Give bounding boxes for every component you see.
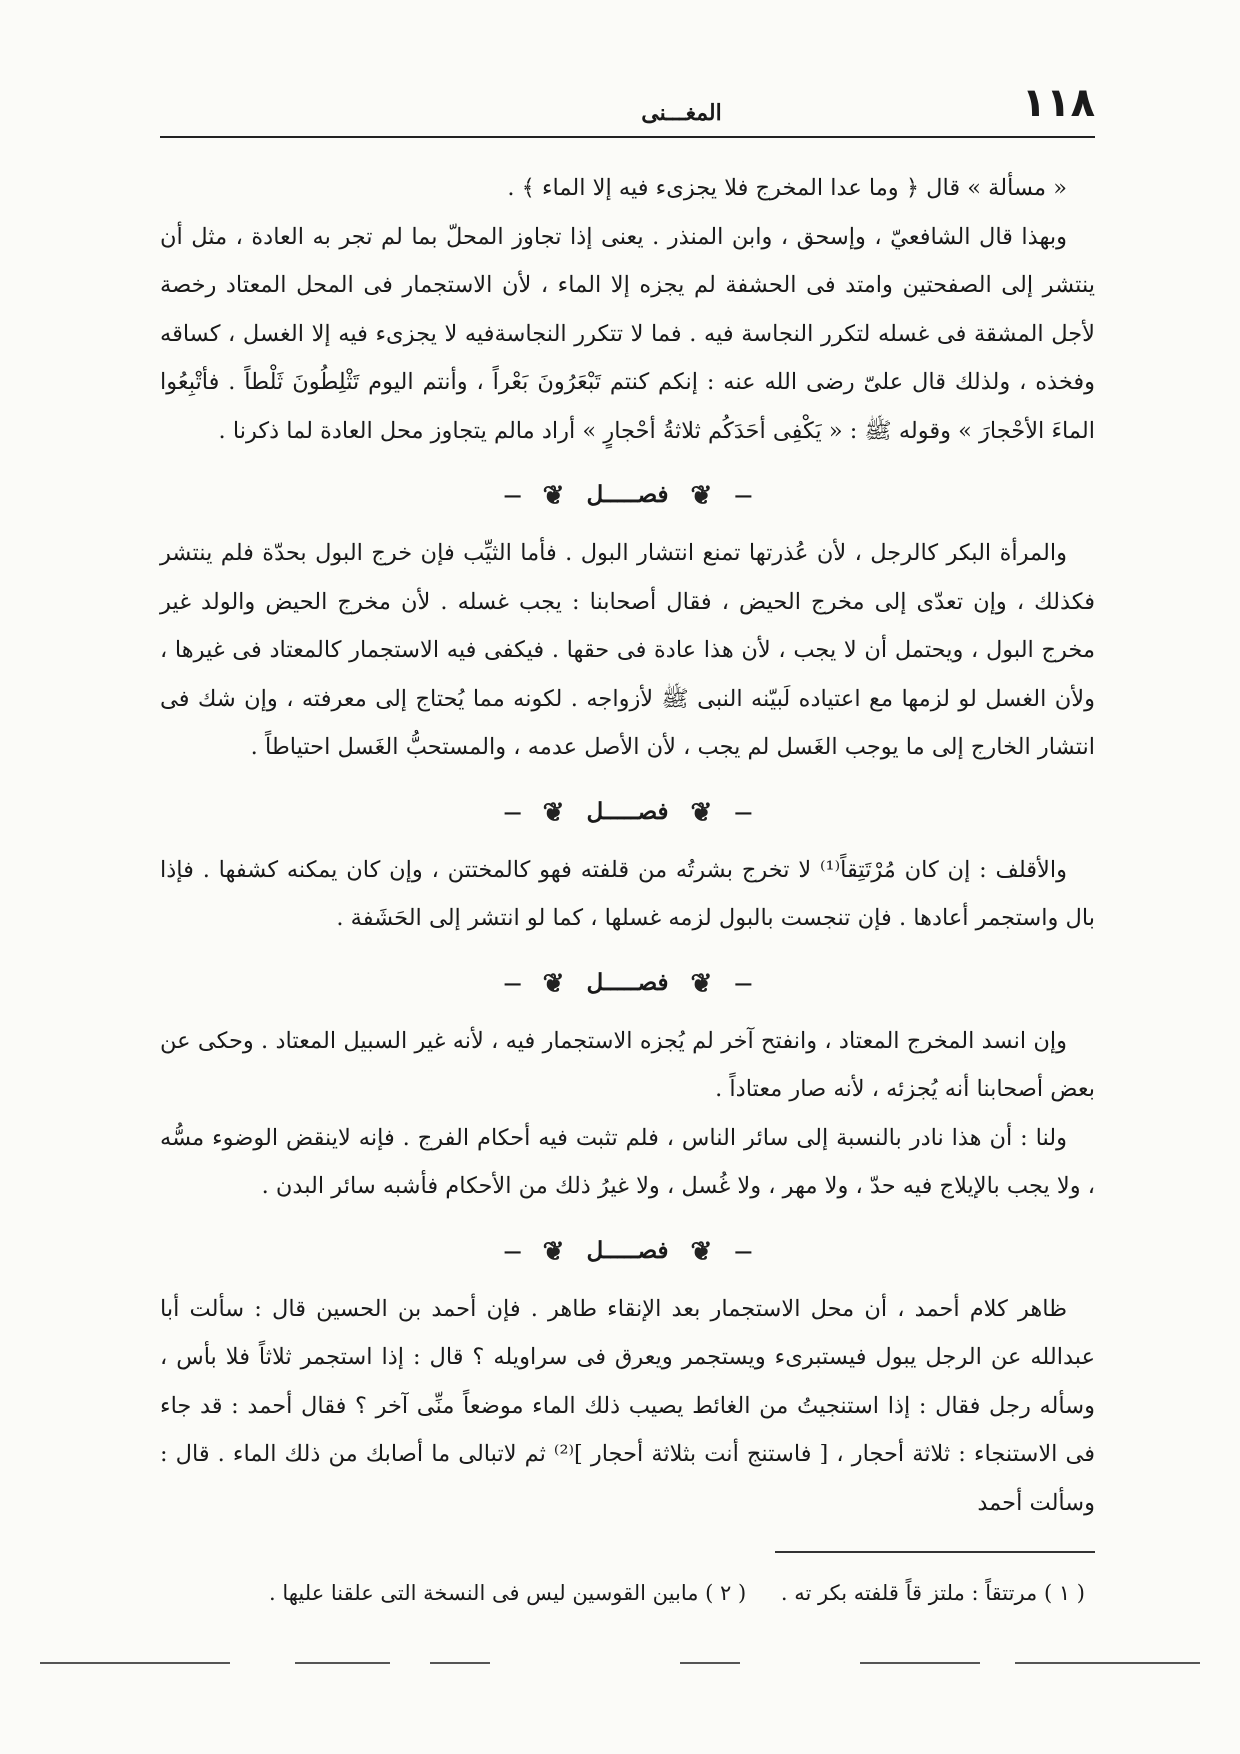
- section-heading-label: فصـــــل: [586, 481, 669, 508]
- section-heading: [160, 467, 1095, 523]
- header-rule: [160, 136, 1095, 138]
- ornament-icon: ❦: [690, 968, 713, 999]
- heading-flourish: —: [503, 972, 521, 994]
- scan-mark: [430, 1662, 490, 1664]
- scan-mark: [40, 1662, 230, 1664]
- heading-flourish: —: [734, 1240, 752, 1262]
- heading-flourish: —: [734, 972, 752, 994]
- paragraph: وإن انسد المخرج المعتاد ، وانفتح آخر لم يُجزه الاستجمار فيه ، لأنه غير السبيل المعتاد . وحكى عن بعض أصحابنا أنه يُجزئه ، لأنه صار معتاداً .: [160, 1027, 1095, 1102]
- page-header: [160, 80, 1095, 126]
- paragraph: والمرأة البكر كالرجل ، لأن عُذرتها تمنع انتشار البول . فأما الثيِّب فإن خرج البول بحدّة فلم ينتشر فكذلك ، وإن تعدّى إلى مخرج الحيض ، فقال أصحابنا : يجب غسله . لأن مخرج الحيض والولد غير مخرج البول ، ويحتمل أن لا يجب ، لأن هذا عادة فى حقها . فيكفى فيه الاستجمار كالمعتاد فى غيرها ، ولأن الغسل لو لزمها مع اعتياده لَبيّنه النبى ﷺ لأزواجه . لكونه مما يُحتاج إلى معرفته ، وإن شك فى انتشار الخارج إلى ما يوجب الغَسل لم يجب ، لأن الأصل عدمه ، والمستحبُّ الغَسل احتياطاً .: [160, 540, 1095, 760]
- scan-edge-marks: [40, 1662, 1200, 1666]
- heading-flourish: —: [503, 485, 521, 506]
- section-heading-label: فصـــــل: [586, 797, 669, 825]
- heading-flourish: —: [503, 801, 521, 823]
- ornament-icon: ❦: [542, 481, 565, 511]
- ornament-icon: ❦: [690, 481, 713, 511]
- heading-flourish: —: [734, 485, 752, 506]
- page-number: ١١٨: [1021, 80, 1095, 126]
- scan-mark: [680, 1662, 740, 1664]
- section-heading-label: فصـــــل: [586, 968, 669, 996]
- body-text: [160, 164, 1095, 1527]
- scan-mark: [1015, 1662, 1200, 1664]
- heading-flourish: —: [503, 1240, 521, 1262]
- ornament-icon: ❦: [542, 797, 565, 828]
- heading-flourish: —: [734, 801, 752, 823]
- footnote: ( ١ ) مرتتقاً : ملتز قاً قلفته بكر ته .: [780, 1581, 1085, 1605]
- footnotes: [160, 1573, 1095, 1613]
- scan-mark: [860, 1662, 980, 1664]
- ornament-icon: ❦: [542, 1236, 565, 1267]
- paragraph: ولنا : أن هذا نادر بالنسبة إلى سائر الناس ، فلم تثبت فيه أحكام الفرج . فإنه لاينقض الوضوء مسُّه ، ولا يجب بالإيلاج فيه حدّ ، ولا مهر ، ولا غُسل ، ولا غيرُ ذلك من الأحكام فأشبه سائر البدن .: [160, 1124, 1095, 1199]
- footnote-rule: [775, 1551, 1095, 1553]
- ornament-icon: ❦: [542, 968, 565, 999]
- section-heading: [160, 955, 1095, 1011]
- ornament-icon: ❦: [690, 797, 713, 828]
- running-title: المغـــنى: [641, 100, 722, 126]
- paragraph: « مسألة » قال ﴿ وما عدا المخرج فلا يجزىء فيه إلا الماء ﴾ .: [507, 175, 1067, 201]
- paragraph: ظاهر كلام أحمد ، أن محل الاستجمار بعد الإنقاء طاهر . فإن أحمد بن الحسين قال : سألت أبا عبدالله عن الرجل يبول فيستبرىء ويستجمر ويعرق فى سراويله ؟ قال : إذا استجمر ثلاثاً فلا بأس ، وسأله رجل فقال : إذا استنجيتُ من الغائط يصيب ذلك الماء موضعاً منِّى آخر ؟ فقال أحمد : قد جاء فى الاستنجاء : ثلاثة أحجار ، [ فاستنج أنت بثلاثة أحجار ]⁽²⁾ ثم لاتبالى ما أصابك من ذلك الماء . قال : وسألت أحمد: [160, 1295, 1095, 1516]
- ornament-icon: ❦: [690, 1236, 713, 1267]
- paragraph: والأقلف : إن كان مُرْتَتِقاً⁽¹⁾ لا تخرج بشرتُه من قلفته فهو كالمختتن ، وإن كان يمكنه كشفها . فإذا بال واستجمر أعادها . فإن تنجست بالبول لزمه غسلها ، كما لو انتشر إلى الحَشَفة .: [160, 856, 1095, 931]
- paragraph: وبهذا قال الشافعيّ ، وإسحق ، وابن المنذر . يعنى إذا تجاوز المحلّ بما لم تجر به العادة ، مثل أن ينتشر إلى الصفحتين وامتد فى الحشفة لم يجزه إلا الماء ، لأن الاستجمار فى المحل المعتاد رخصة لأجل المشقة فى غسله لتكرر النجاسة فيه . فما لا تتكرر النجاسةفيه لا يجزىء فيه إلا الغسل ، كساقه وفخذه ، ولذلك قال علىّ رضى الله عنه : إنكم كنتم تَبْعَرُونَ بَعْراً ، وأنتم اليوم تَثْلِطُونَ ثَلْطاً . فأتْبِعُوا الماءَ الأحْجارَ » وقوله ﷺ : « يَكْفِى أحَدَكُم ثلاثةُ أحْجارٍ » أراد مالم يتجاوز محل العادة لما ذكرنا .: [160, 223, 1095, 444]
- section-heading: [160, 1223, 1095, 1279]
- section-heading-label: فصـــــل: [586, 1236, 669, 1264]
- scan-mark: [295, 1662, 390, 1664]
- section-heading: [160, 784, 1095, 840]
- footnote: ( ٢ ) مابين القوسين ليس فى النسخة التى علقنا عليها .: [268, 1581, 747, 1605]
